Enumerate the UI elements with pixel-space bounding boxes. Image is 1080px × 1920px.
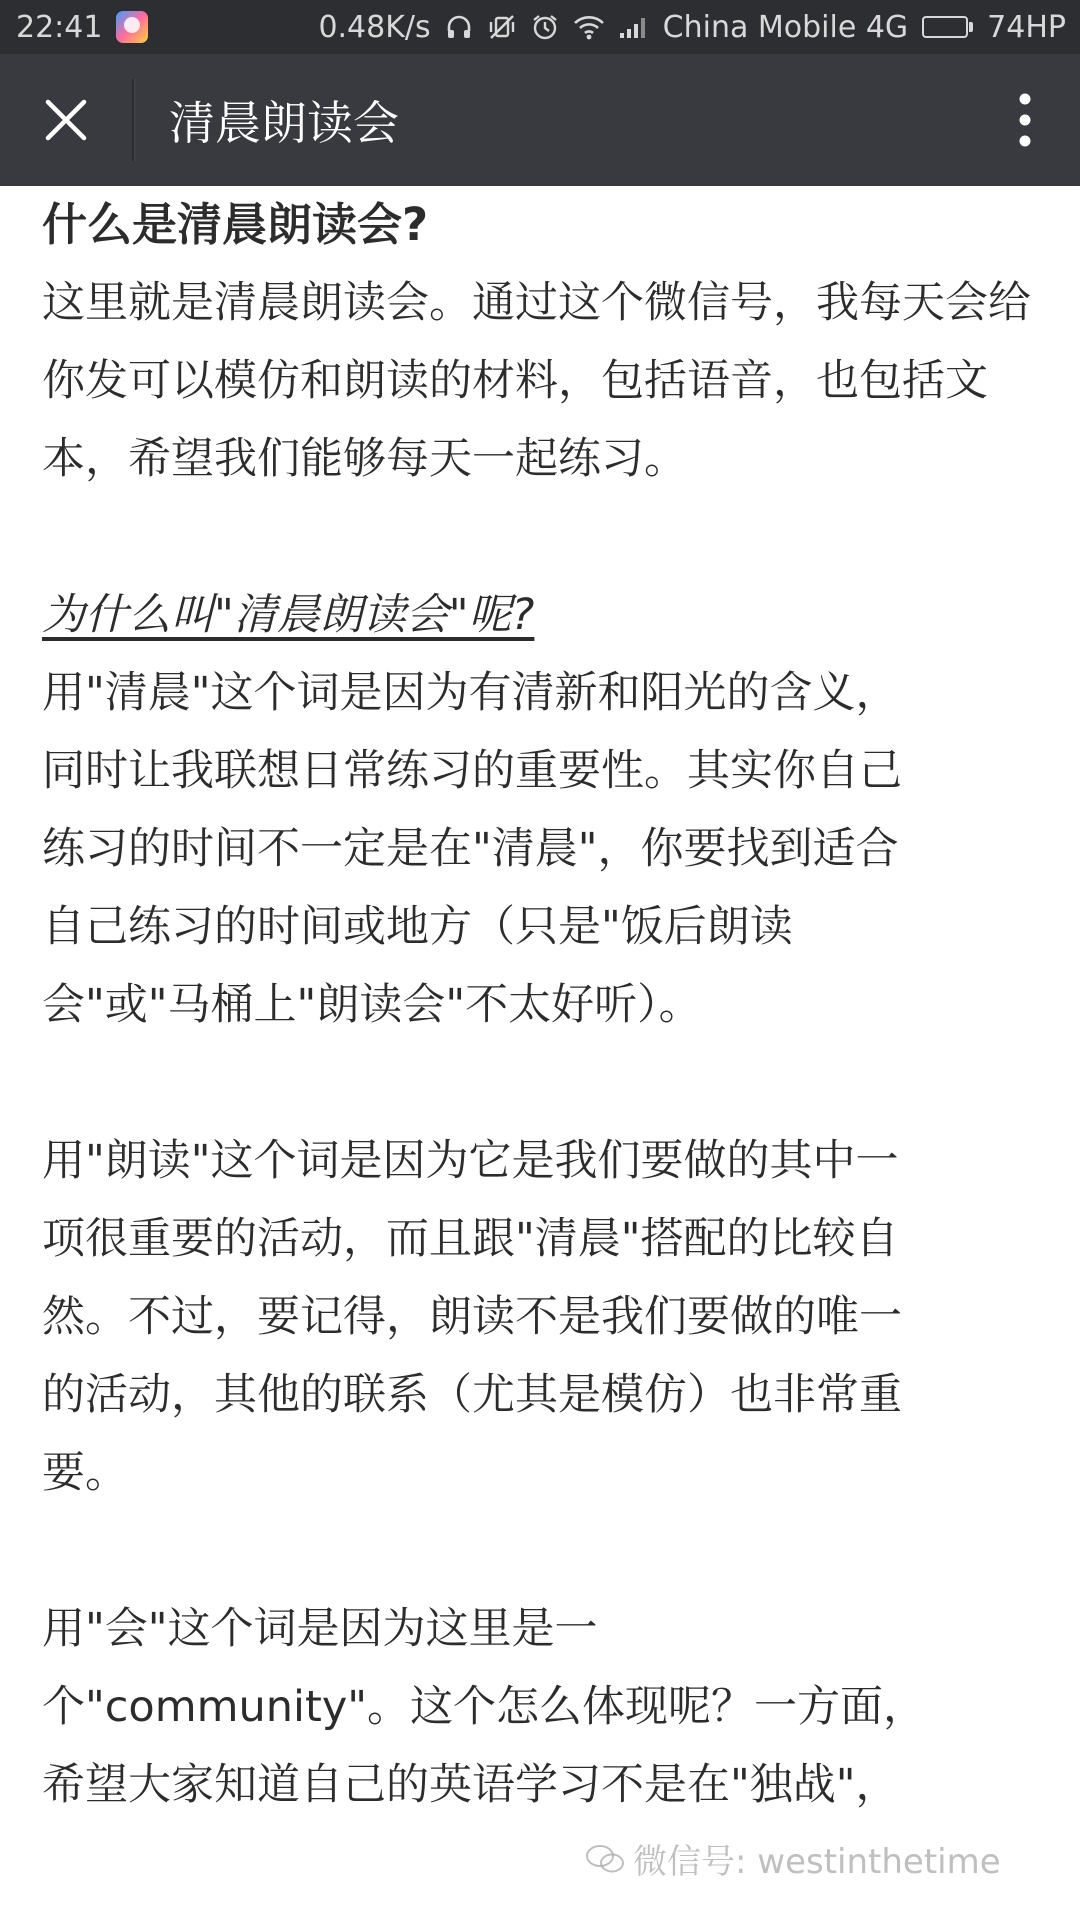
status-time: 22:41 (16, 9, 103, 45)
article-subheading: 为什么叫"清晨朗读会"呢? (42, 590, 535, 640)
status-bar (0, 0, 1080, 54)
article-paragraph-3-line-4: 的活动，其他的联系（尤其是模仿）也非常重 (42, 1370, 902, 1420)
status-icons (318, 10, 1066, 45)
article-paragraph-3-line-1: 用"朗读"这个词是因为它是我们要做的其中一 (42, 1136, 899, 1186)
vibrate-mute-icon (487, 13, 517, 41)
title-bar (0, 54, 1080, 186)
close-icon (44, 98, 88, 142)
article-paragraph-4-line-2: 个"community"。这个怎么体现呢？一方面， (42, 1682, 927, 1732)
alarm-icon (531, 13, 559, 41)
headphone-icon (445, 13, 473, 41)
title-divider (132, 79, 135, 161)
article-paragraph-2-line-1: 用"清晨"这个词是因为有清新和阳光的含义， (42, 668, 899, 718)
page-title: 清晨朗读会 (169, 96, 399, 150)
close-button[interactable] (0, 54, 132, 186)
article-paragraph-3-line-2: 项很重要的活动，而且跟"清晨"搭配的比较自 (42, 1214, 899, 1264)
signal-icon (619, 15, 649, 39)
wifi-icon (573, 14, 605, 40)
app-notification-icon (116, 11, 148, 43)
article-heading: 什么是清晨朗读会? (42, 198, 429, 251)
article-paragraph-2-line-3: 练习的时间不一定是在"清晨"，你要找到适合 (42, 824, 899, 874)
watermark-text: 微信号: westinthetime (633, 1842, 1001, 1882)
battery-text: 74HP (987, 9, 1066, 45)
carrier-label: China Mobile 4G (662, 9, 909, 45)
watermark (585, 1834, 1001, 1883)
article-paragraph-1: 这里就是清晨朗读会。通过这个微信号，我每天会给你发可以模仿和朗读的材料，包括语音，也包括文本，希望我们能够每天一起练习。 (42, 278, 1031, 484)
article-body (42, 186, 1042, 1824)
article-paragraph-4-line-3: 希望大家知道自己的英语学习不是在"独战"， (42, 1760, 899, 1810)
article-paragraph-4-line-1: 用"会"这个词是因为这里是一 (42, 1604, 598, 1654)
article-paragraph-3-line-5: 要。 (42, 1448, 128, 1498)
battery-icon (922, 16, 973, 38)
wechat-icon (585, 1843, 625, 1875)
article-paragraph-2-line-4: 自己练习的时间或地方（只是"饭后朗读 (42, 902, 793, 952)
article-paragraph-2-line-2: 同时让我联想日常练习的重要性。其实你自己 (42, 746, 902, 796)
more-vertical-icon (1018, 92, 1032, 148)
net-speed: 0.48K/s (318, 9, 431, 45)
article-paragraph-2-line-5: 会"或"马桶上"朗读会"不太好听）。 (42, 980, 702, 1030)
more-button[interactable] (970, 54, 1080, 186)
article-paragraph-3-line-3: 然。不过，要记得，朗读不是我们要做的唯一 (42, 1292, 902, 1342)
